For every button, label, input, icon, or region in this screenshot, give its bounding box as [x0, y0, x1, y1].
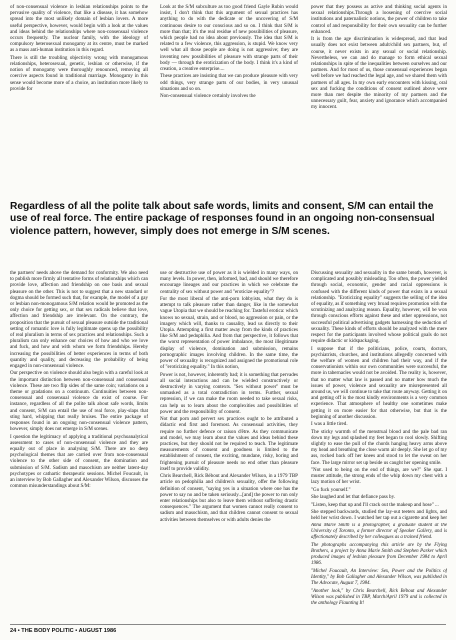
- column-1-top: [10, 4, 148, 199]
- paragraph: Discussing sexuality and sexuality in the same breath, however, is complicated and possibly misleading. Too often, the power yielded through social, economic, gender and racial oppressions is confused with the different kinds of power that exists in a sexual relationship. "Eroticizing equality" suggests the selling of the idea of equality, as if something very broad requires promotion with the scrutinizing and analyzing reason. Equality, however, will be won through conscious efforts against these and other oppressions, not successful political advertising gadgets harnessing the seduction of sexuality. These kinds of efforts should be analyzed with the mere respect for the participants involved whose political goals do not require didactic or kidspackaging.: [311, 270, 447, 345]
- paragraph: use or destructive use of power as it is wielded in many ways, on many levels. In power, then, informed, bad, and should we therefore encourage lineages and our practices in which we celebrate the centrality of sex without power and "eroticize equality"?: [160, 270, 298, 295]
- page-folio: 24 • THE BODY POLITIC • AUGUST 1986: [10, 628, 117, 634]
- column-3-top: [311, 4, 447, 199]
- paragraph: Our perspective on violence should also begin with a careful look at the important distinction between non-consensual and consensual violence. These are two flip sides of the same coin; variations on a theme or gradations on a continuum. Continuities between non-consensual and consensual violence do exist of course. For instance, regardless of all the polite talk about safe words, limits and consent, S/M can entail the use of real force, play-slaps that sting hard, whipping that really bruises. The entire package of responses found in an ongoing non-consensual violence pattern, however, simply does not emerge in S/M scenes.: [10, 370, 148, 433]
- pull-quote: Regardless of all the polite talk about safe words, limits and consent, S/M can entail the use of real force. The entire package of responses found in an ongoing non-consensual violence pattern, however, simply does not emerge in S/M scenes.: [10, 201, 435, 237]
- paragraph: It is from the age discrimination is widespread, and that lead usually does not exist between adult/child sex partners, but, of course, it never exists in any sexual or social relationship. Nevertheless, we can and do manage to form ethical sexual relationships in spite of the inequalities between ourselves and our partners. And for most of us, those consensual experiences began well before we had reached the legal age, and we shared them with partners of all ages. In my own early encounters with kissing, oral sex and fucking the conditions of consent outlined above were more than met despite the minority of my partners and the unnecessary guilt, fear, anxiety and ignorance which accompanied my innocent.: [311, 36, 447, 111]
- paragraph: I question the legitimacy of applying a traditional psychoanalytical assessment to cases of non-consensual violence and they are equally out of place in analysing S/M. There are no deep psychological themes that are carried over from non-consensual violence to the other side of consent, the domination and submission of S/M. Sadism and masochism are neither latent-day psychotypes or cathartic therapeutic sessions. Michel Foucault, in an interview by Bob Gallagher and Alexander Wilson, discusses the common misunderstandings about S/M:: [10, 433, 148, 490]
- paragraph: She stepped backwards, studied the lay-out teeters and lights, and held her wrist down. I watched her tap out a cigarette and keep her: [311, 509, 447, 520]
- bio-paragraph: "Another look," by Chris Bearchell, Rick Bébout and Alexander Wilson was published in TBP, March/April 1979 and is collected in the anthology Flaunting It!: [311, 589, 447, 606]
- paragraph: Not that porn and pervert sex practices ought to be attributed a didactic end first and foremost. As consensual activities, they require no further defence or raison d'être. As they communicate and model, we may learn about the values and ideas behind these practices, but they should not be required to teach. The legitimate measurements of consent and goodness is limited to the establishment of consent, the exciting, mundane, risky, boring and frightening pursuit of pleasure needs no end other than pleasure itself to provide validity.: [160, 416, 298, 472]
- paragraph: "Not used to being on the end of things, are we?" She spat. I muster attitude, the strong ends of the whip down my chest with a lazy motion of her wrist.: [311, 467, 447, 486]
- paragraph: I was a little tired.: [311, 421, 348, 428]
- author-bio: [311, 523, 447, 608]
- paragraph: Look at the S/M subculture as too good friend Gayle Rubin would insist, I don't think that this argument of sexual practices has anything to do with the dedicate or the uncovering of S/M continuous desire to our conscious and so on. I think that S/M is more than that; it's the real residue of new possibilities of pleasure, which people had no idea about previously. The idea that S/M is related to a few violence, this aggression, is stupid. We know very well what all those people are doing is not aggressive; they are inventing new possibilities of pleasure with strange parts of their body — through the eroticization of the body. I think it's a kind of creation, a creative enterprise....: [160, 4, 298, 73]
- paragraph: These practices are insisting that we can produce pleasure with very odd things, very strange parts of our bodies, in very unusual situations and so on.: [160, 73, 298, 92]
- paragraph: Non-consensual violence certainly involves the: [160, 93, 256, 100]
- paragraph: Chris Bearchell, Rick Bébout and Alexander Wilson, in a 1979 TBP article on pedophilia and children's sexuality, offer the following definition of consent, "saying yes in a situation where one has the power to say no and be taken seriously...[and] the power to run only enter relationships but also to leave them without suffering drastic consequences." The argument that women cannot really consent to sadism and masochism, and that children cannot consent to sexual activities between themselves or with adults denies the: [160, 473, 298, 523]
- paragraph: There is still the troubling objectivity wrong with monogamous relationships, heterosexual, genetic, lesbian or otherwise, if the notion of monogamy were thoroughly renounced, removing all coercive aspects found in traditional marriage. Monogamy in this sense would become more of a choice, an institution more likely to provide for: [10, 54, 148, 92]
- paragraph: For the most liberal of the anti-porn lobbyists, what they do is attempt to talk pleasure rather than danger, like in the somewhat vague Utopia that we should be reaching for. Tasteful erotica: which knows no sexual, strain, and or blood, no aggression or pain, or the imagery which will, thanks to causality, lead us directly to their Utopia. Attempting a first matter away from the kinds of practices like S/M and pedophilia. And from that perspective, it follows that the worst representation of power imbalance, the most illegitimate display of violence, domination and submission, remains pornographic images involving children. In the same time, the power of sexuality is recognized and assigned the promotional role of "eroticizing equality." In this notion,: [160, 296, 298, 371]
- column-3-bottom: [311, 270, 447, 520]
- column-2-bottom: [160, 270, 298, 623]
- paragraph: "Listen, keep that up and I'll crack out the makeup and hose" ...: [311, 501, 439, 508]
- paragraph: She laughed and let that defiance pass by.: [311, 494, 396, 501]
- bio-paragraph: The photographs accompanying this article are by the Flying Brothers, a project by Anna Marie Smith and Stephen Parker which produced images of lesbian pleasure from December 1984 to April 1986.: [311, 543, 447, 566]
- paragraph: The sticky warmth of the menstrual blood and the pale bad ran down my legs and splashed my feet began to cool slowly. Shifting slightly to ease the pull of the chords hanging heavy arms above my head and breathing the close warm air deeply. She let go of my ass, rocked back off her knees and stood to let the sweat on her face. The large mirror set up beside us caught her opening smile.: [311, 428, 447, 466]
- paragraph: power that they possess as active and thinking social agents in sexual relationships.Through a loosening of coercive social institutions and paternalistic notions, the power of children to take control of and responsibility for their own sexuality can be further enhanced.: [311, 4, 447, 35]
- paragraph: I suppose that if the politicians, police, courts, doctors, psychiatrists, churches, and institutions allegedly concerned with the welfare of women and children had their way, and if the conservationists within our own communities were successful, the more in tabernacles would not be avoided. The reality is, however, that no matter what law is passed and no matter how much the issues of power, violence and sexuality are misrepresented all around us, we will continue to take that route anyway. Getting it on and getting off is the most kindly environments is a very common experience. That atmosphere of healthy one sometimes make getting it on more easier for that otherwise, but that is the beginning of another discussion.: [311, 345, 447, 420]
- column-1-bottom: [10, 270, 148, 623]
- paragraph: "Go fuck yourself.": [311, 486, 351, 493]
- bio-paragraph: "Michel Foucault, An Interview: Sex, Power and the Politics of Identity," by Bob Gallagher and Alexander Wilson, was published in The Advocate, August 7, 1984.: [311, 569, 447, 586]
- bio-paragraph: Anna Marie Smith is a photographer, a graduate student at the University of Toronto, a former director of Speaker Gallery, and is affectionately described by her colleagues as a trained friend.: [311, 523, 447, 540]
- footer-rule: [10, 624, 446, 625]
- column-2-top: [160, 4, 298, 199]
- paragraph: of non-consensual violence in lesbian relationships points to the pervasive quality of violence, that like a disease, it has somehow spread into the most unlikely domain of lesbian lovers. A more useful perspective, however, would begin with a look at the values and ideas behind the relationships where non-consensual violence occurs frequently. The nuclear family, with the ideology of compulsory heterosexual monogamy at its centre, must be marked as a mass anti-human institution in this regard.: [10, 4, 148, 54]
- paragraph: the partners' needs above the demand for conformity. We also need to publish more firmly all tentative forms of relationships which can provide love, affection and friendship on one basis and sexual pleasure on the other. This is not to suggest that a new standard or dogma should be formed such that, for example, the model of a gay or lesbian non-monogamous S/M relation would be promoted as the only choice for getting sex, or that sex radicals believe that love, affection and friendship are irrelevant. On the contrary, the proposition that the pursuit of sexual pleasure outside the traditional setting of romantic love is fully legitimate opens up the possibility of real pluralism in terms of sex practices and relationships. Such a pluralism can only enhance our choices of how and who we love and fuck, and how and with whom we form friendships. Hereby increasing the possibilities of better experiences in terms of both quantity and quality, and decreasing the probability of being engaged in non-consensual violence.: [10, 270, 148, 370]
- paragraph: Power is not, however, inherently bad; it is something that pervades all social interactions and can be wielded constructively or destructively in varying contexts. "Sex without power" must be unmasked as a total contradiction in terms. Further, sexual repression, if we can make the room needed to take sexual risks, can help us to learn about the complexities and possibilities of power and the responsibility of consent.: [160, 371, 298, 415]
